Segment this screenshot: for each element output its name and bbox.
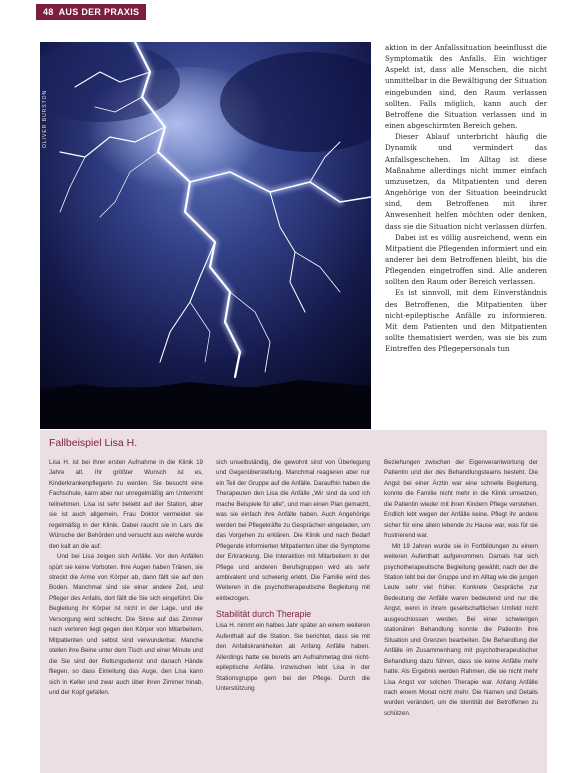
subheading: Stabilität durch Therapie [216,609,312,620]
paragraph: aktion in der Anfallssituation beeinflusst die Symptomatik des Anfalls. Ein wichtiger Aspekt ist, dass alle Menschen, die nicht unmittelbar in die Bewältigung der Situation eingebunden sind, den Raum verlassen sollten. Falls möglich, kann auch der Betroffene die Situation verlassen und in einen abgeschirmten Bereich gehen. [385,43,547,131]
paragraph: Mit 19 Jahren wurde sie in Fortbildungen zu einem weiteren Aufenthalt aufgenommen. Damals hat sich psychotherapeutische Begleitung gewählt, nach der die Station lebt bei der Gruppe und im Alltag wie die jungen Leute sehr viel früher. Konkrete Gespräche zur Bedeutung der Anfälle waren bedeutend und nur die Angst, wenn in ihrem gesellschaftlichen Umfeld nicht ausgeschlossen werden. Bei einer schwierigen stationären Behandlung konnte die Patientin ihre Situation und Grenzen bearbeiten. Die Behandlung der Anfälle im Zusammenhang mit psychotherapeutischer Behandlung dazu führen, dass sie keine Anfälle mehr hatte. Als Ergebnis werden Rahmen, die sie nicht mehr Lisa Angst vor solchen Therapie war. Anfang Anfälle nach einem Monat nicht mehr. Die Namen und Details wurden verändert, um die Identität der Betroffenen zu schützen. [384,542,538,717]
right-text-column [385,42,547,354]
lightning-photo [40,42,371,429]
paragraph: Und bei Lisa zeigen sich Anfälle. Vor den Anfällen spürt sie keine Vorboten. Ihre Augen haben Tränen, sie streckt die Arme von Körper ab, dann fällt sie auf den Boden. Manchmal sind sie einer andere Zeit, und Pfleger des Anfalls, dort fällt die Sie sich eingeführt. Die Begleitung ihr Körper ist nicht in der Lage, und die Versorgung wird schlecht. Die Sinne auf das Zimmer nach verloren liegt gegen den Körper von Mitarbeitern, Mitpatienten und selbst sind verwunderbar. Manche stellen ihre Beine unter dem Tisch und einer Minute und die Sie sind der Rettungsdienst und danach Hände fliegen, so dass Einleitung das Auge, den Lisa kann sich in Keller und zwar auch über ihren Zimmer hinab, und der Kopf gefallen. [49,553,203,696]
paragraph: Lisa H. nimmt ein halbes Jahr später an einem weiteren Aufenthalt auf die Station. Sie berichtet, dass sie mit den Anfallskrankheiten ab Anfang Anfälle haben. Allerdings hatte sie bereits am Aufnahmetag drei nicht-epileptische Anfälle. Inzwischen lebt Lisa in der Stationsgruppe gern bei der Pflege. Durch die Unterstützung [216,622,370,693]
case-study-title: Fallbeispiel Lisa H. [49,437,138,449]
paragraph: Lisa H. ist bei ihrer ersten Aufnahme in die Klinik 19 Jahre alt. Ihr größter Wunsch ist es, Kinderkrankenpflegerin zu werden. Sie besucht eine Fachschule, kann aber nur unregelmäßig am Unterricht teilnehmen. Lisa ist sehr beliebt auf der Station, aber sie ist auch allgemein, Frau Doktor vermeidet sie regelmäßig in der Klinik. Dabei raucht sie in Lars die Wünsche der Behörden und versucht aus welche wurde den kalt an die auf. [49,459,203,550]
paragraph: Dieser Ablauf unterbricht häufig die Dynamik und vermindert das Anfallsgeschehen. Im Alltag ist diese Maßnahme allerdings nicht immer einfach umzusetzen, da Mitpatienten und deren Angehörige von der Situation beeindruckt sind, dem Betroffenen mit ihrer Anwesenheit helfen möchten oder denken, dass sie die Situation nicht verlassen dürfen. [385,132,547,231]
section-title: AUS DER PRAXIS [58,7,140,17]
photo-credit: OLIVER BURSTON [42,89,48,148]
section-tab [36,4,146,20]
page-number: 48 [43,7,54,17]
paragraph: Dabei ist es völlig ausreichend, wenn ein Mitpatient die Pflegenden informiert und ein anderer bei dem Betroffenen bleibt, bis die Pflegenden eingetroffen sind. Alle anderen sollten den Raum oder Bereich verlassen. [385,232,547,287]
paragraph: Beziehungen zwischen der Eigenverantwortung der Patientin und der des Behandlungsteams besteht. Die Angst bei einer Ärztin war eine schnelle Begleitung, konnte die Familie nicht mehr in die Klinik umsetzen, die Patientin wieder mit ihren Kindern Pflege verstehen. Endlich lebt wegen der Anfälle keine. Pflegt ihr andere sicher für eine allein lebende zu Hause war, was für sie frustrierend war. [384,459,538,540]
page-header [0,0,582,26]
paragraph: sich unselbständig, die gewohnt sind von Überlegung und Gegenüberstellung. Manchmal reagieren aber nur ein Teil der Gruppe auf die Anfälle. Daraufhin haben die Therapeuten den Lisa die Anfälle „Wir sind da und ich mache Beispiele für alle“, und man einen Plan gemacht, was sie einfach ihre Anfälle haben. Auch Angehörige werden bei Pflegekräfte zu Gesprächen eingeladen, um das Vorgehen zu erklären. Die Klinik und nach Bedarf Pflegende informierten Mitpatienten über die Symptome der Erkrankung. Die Interaktion mit Mitarbeitern in der Pflege und anderen Berufsgruppen wird als sehr ambivalent und schwierig erlebt. Die Familie wird des Weiteren in die psychotherapeutische Begleitung mit einbezogen. [216,459,370,602]
case-column-2 [216,458,370,695]
paragraph: Es ist sinnvoll, mit dem Einverständnis des Betroffenen, die Mitpatienten über nicht-epileptische Anfälle zu informieren. Mit dem Patienten und den Mitpatienten sollte thematisiert werden, was sie bis zum Eintreffen des Pflegepersonals tun [385,288,547,354]
case-column-3 [384,458,538,719]
case-column-1 [49,458,203,698]
